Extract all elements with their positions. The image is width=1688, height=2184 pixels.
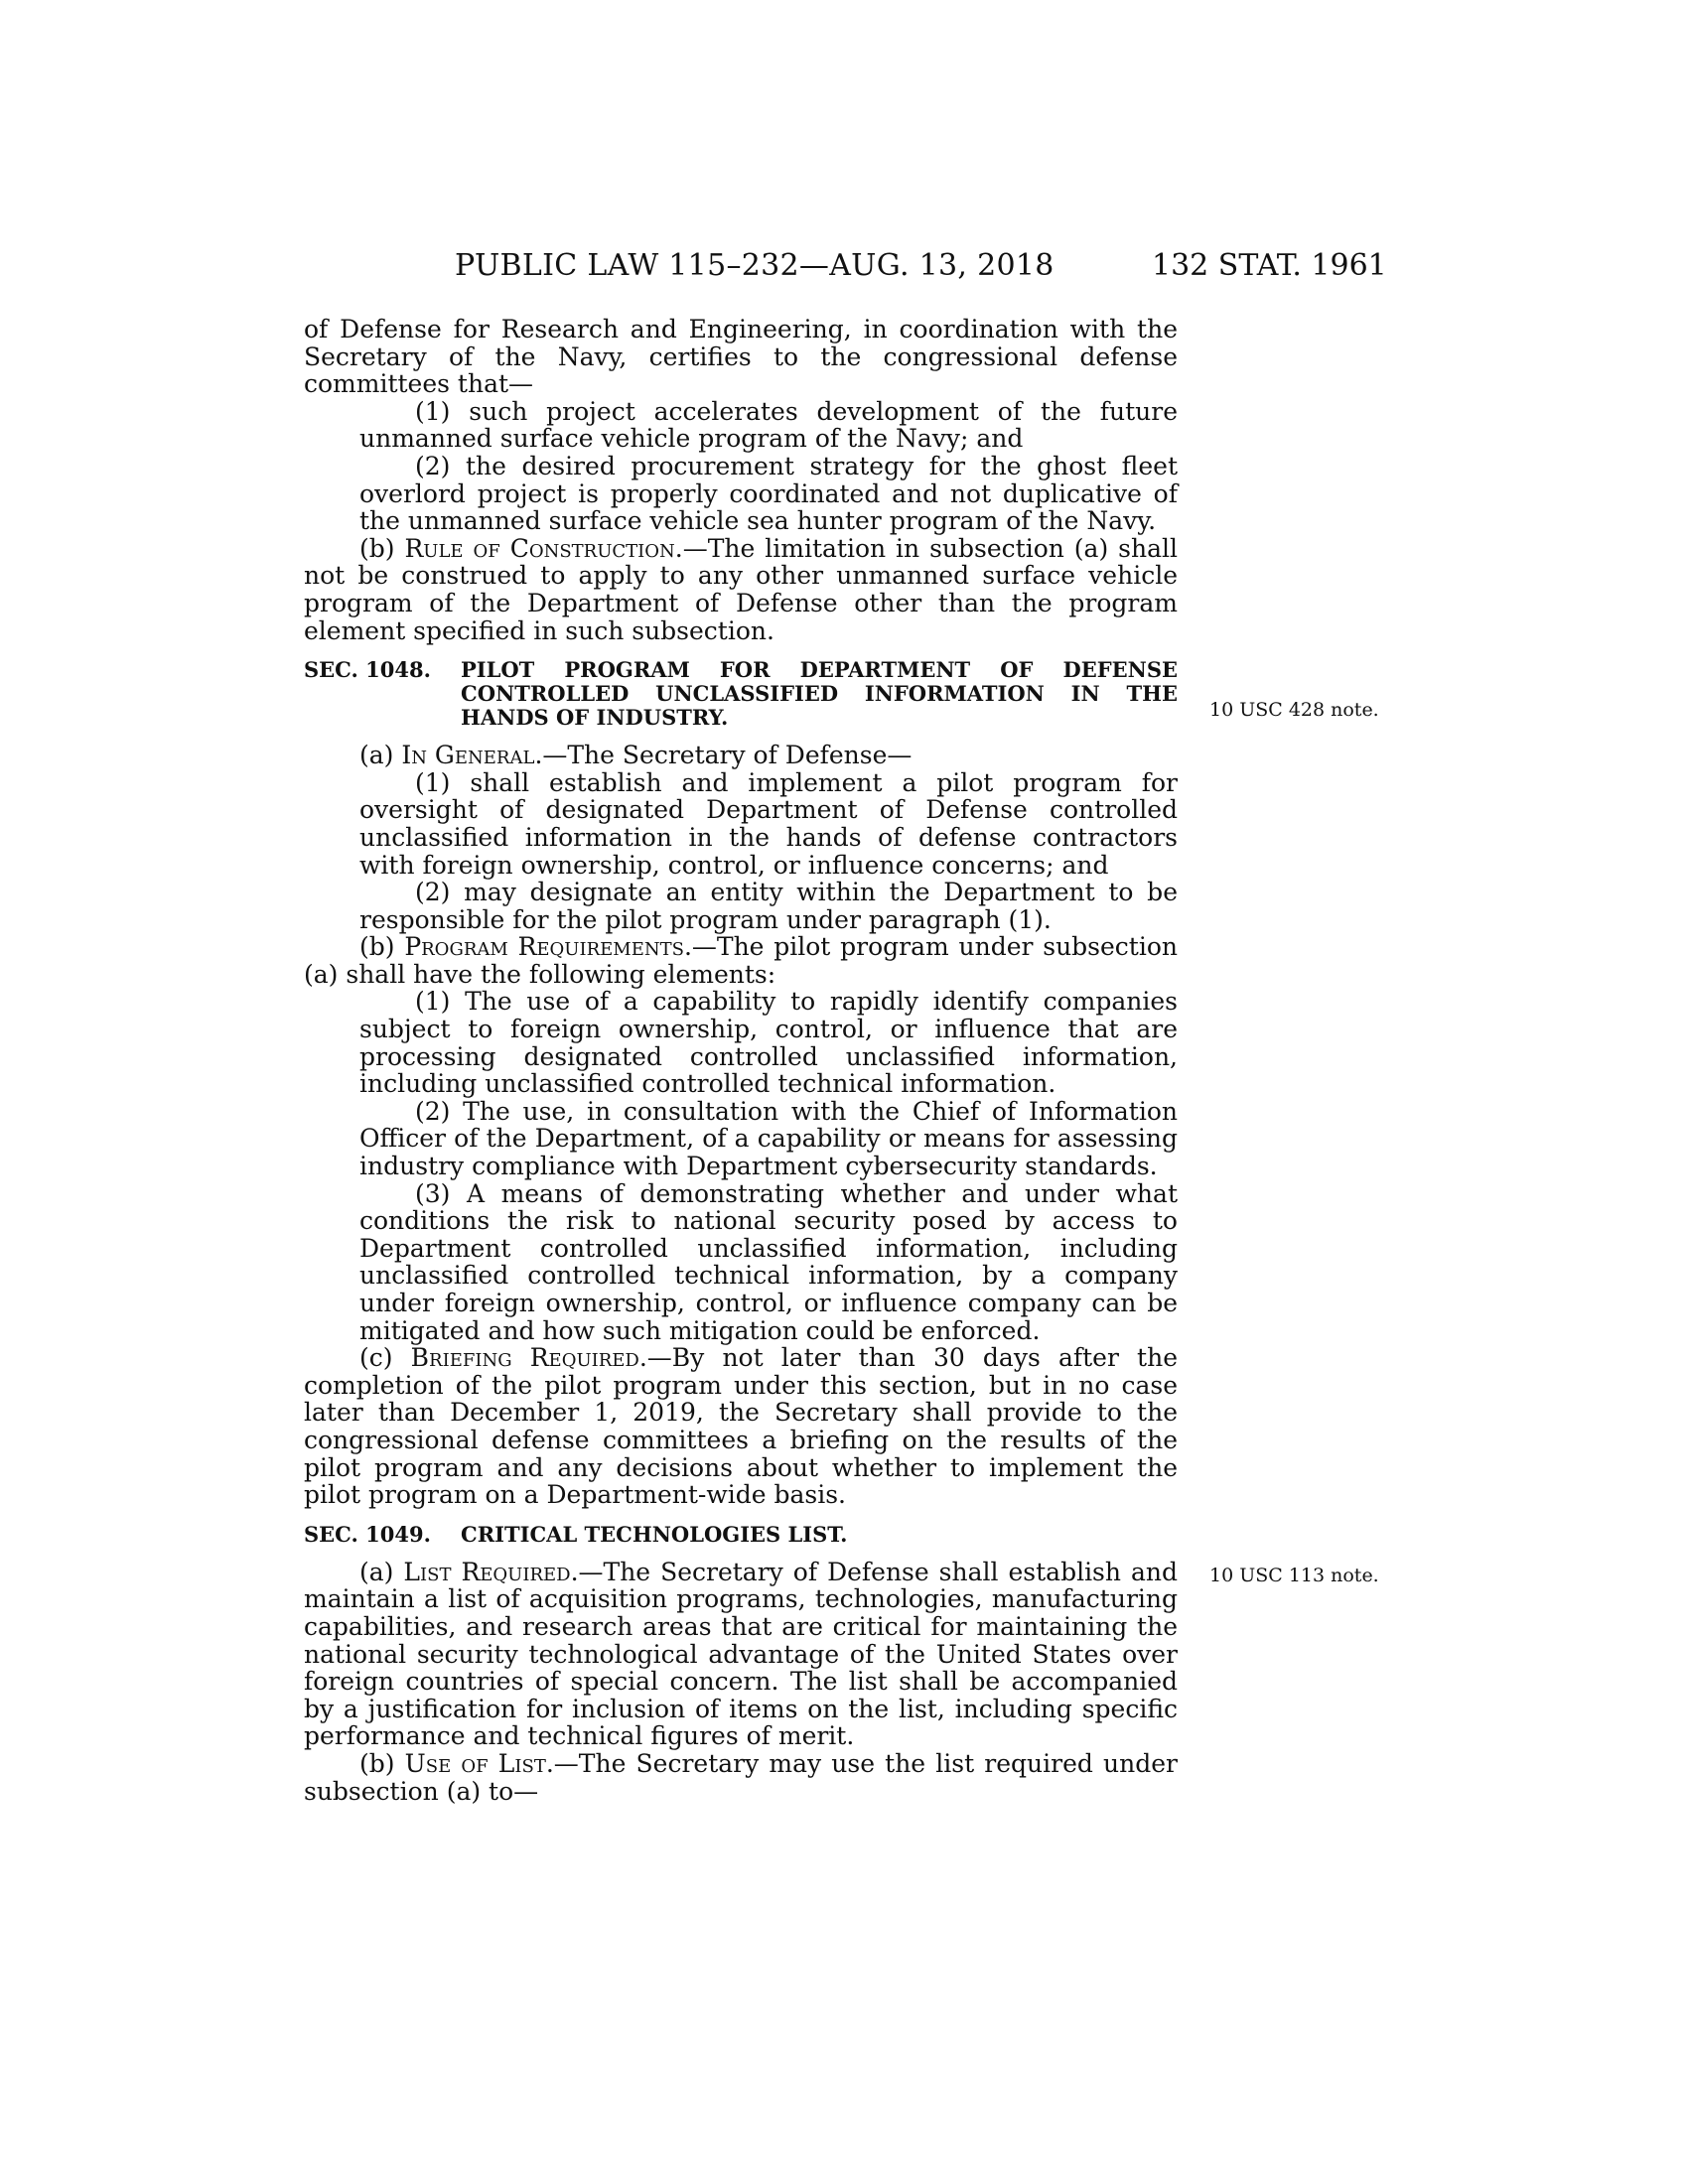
page-header [0,248,1688,288]
sec1048-paragraph-a2: (2) may designate an entity within the Department to be responsible for the pilot program under paragraph (1). [359,878,1178,934]
margin-note-sec1049: 10 USC 113 note. [1209,1565,1379,1586]
sec1049-subsection-a [304,1559,1178,1750]
subsection-label: (b) [359,1748,405,1778]
sec1048-paragraph-a1: (1) shall establish and implement a pilot program for oversight of designated Department of Defense controlled unclassified information in the hands of defense contractors with foreign ownership, control, or influence concerns; and [359,767,1178,880]
sec1048-subsection-a [304,742,1178,769]
running-head-title: PUBLIC LAW 115–232—AUG. 13, 2018 [455,248,1055,283]
subsection-text: .—The Secretary of Defense— [534,741,913,770]
section-number: SEC. 1049. [304,1521,431,1547]
document-body [304,316,1178,1805]
subsection-label: (b) [359,533,405,563]
subsection-heading: Rule of Construction [404,533,675,563]
intro-continuation: of Defense for Research and Engineering, in coordination with the Secretary of the Navy, certifies to the congressional defense committees that— [304,315,1178,399]
section-number: SEC. 1048. [304,657,431,683]
section-1048-heading [304,658,1178,730]
subsection-text: .—The limitation in subsection (a) shall not be construed to apply to any other unmanned surface vehicle program of the Department of Defense other than the program element specified in such subsection. [304,533,1178,645]
subsection-heading: Program Requirements [404,932,684,962]
subsection-label: (a) [359,741,402,770]
sec1048-paragraph-b2: (2) The use, in consultation with the Chief of Information Officer of the Department, of a capability or means for assessing industry compliance with Department cybersecurity standards. [359,1096,1178,1181]
margin-note-sec1048: 10 USC 428 note. [1209,699,1379,721]
subsection-heading: List Required [403,1557,571,1586]
subsection-text: .—By not later than 30 days after the completion of the pilot program under this section, but in no case later than December 1, 2019, the Secretary shall provide to the congressional defense committees a briefing on the results of the pilot program and any decisions about whether to implement the pilot program on a Department-wide basis. [304,1343,1178,1510]
section-title: CRITICAL TECHNOLOGIES LIST. [461,1521,848,1547]
subsection-text: .—The Secretary may use the list required under subsection (a) to— [304,1748,1178,1806]
intro-item-2: (2) the desired procurement strategy for the ghost fleet overlord project is properly coordinated and not duplicative of the unmanned surface vehicle sea hunter program of the Navy. [359,451,1178,536]
subsection-label: (b) [359,932,405,962]
sec1048-subsection-c [304,1344,1178,1509]
subsection-label: (c) [359,1343,411,1373]
sec1048-paragraph-b1: (1) The use of a capability to rapidly identify companies subject to foreign ownership, control, or influence that are processing designated controlled unclassified information, including unclassified controlled technical information. [359,987,1178,1099]
subsection-b-rule-of-construction [304,535,1178,644]
intro-item-1: (1) such project accelerates development of the future unmanned surface vehicle program of the Navy; and [359,396,1178,454]
subsection-text: .—The pilot program under subsection (a) shall have the following elements: [304,932,1178,989]
subsection-heading: Briefing Required [410,1343,639,1373]
subsection-heading: In General [401,741,535,770]
subsection-text: .—The Secretary of Defense shall establish and maintain a list of acquisition programs, technologies, manufacturing capabilities, and research areas that are critical for maintaining the national security technological advantage of the United States over foreign countries of special concern. The list shall be accompanied by a justification for inclusion of items on the list, including specific performance and technical figures of merit. [304,1557,1178,1751]
section-title: PILOT PROGRAM FOR DEPARTMENT OF DEFENSE CONTROLLED UNCLASSIFIED INFORMATION IN THE HANDS OF INDUSTRY. [461,657,1178,731]
subsection-heading: Use of List [404,1748,546,1778]
sec1048-paragraph-b3: (3) A means of demonstrating whether and under what conditions the risk to national security posed by access to Department controlled unclassified information, including unclassified controlled technical information, by a company under foreign ownership, control, or influence company can be mitigated and how such mitigation could be enforced. [359,1178,1178,1345]
sec1049-subsection-b [304,1750,1178,1805]
section-1049-heading [304,1523,1178,1547]
sec1048-subsection-b [304,933,1178,988]
statute-page-number: 132 STAT. 1961 [1152,248,1387,283]
subsection-label: (a) [359,1557,404,1586]
